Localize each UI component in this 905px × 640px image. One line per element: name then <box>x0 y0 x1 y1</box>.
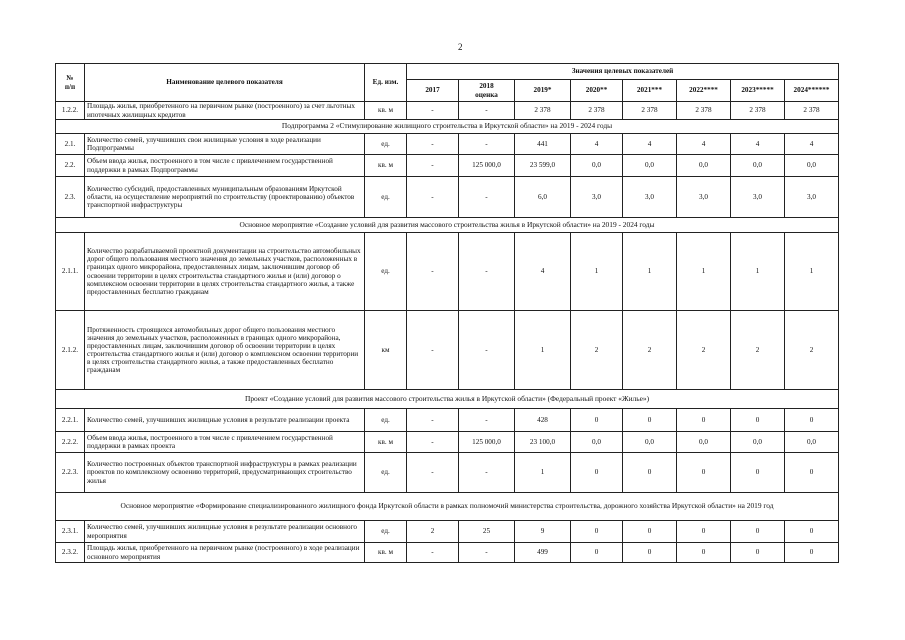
row-value: 0,0 <box>571 432 623 453</box>
row-name: Протяженность строящихся автомобильных дорог общего пользования местного значения до земельных участков, расположенных в границах одного микрорайона, предоставленных лицам, заключившим договор об освоении территории в целях строительства стандартного жилья и (или) договор о комплексном освоении территории в целях строительства стандартного жилья, а также предоставленных бесплатно гражданам <box>85 311 365 390</box>
row-value: - <box>407 155 459 177</box>
row-value: 9 <box>515 521 571 543</box>
row-unit: кв. м <box>365 102 407 120</box>
row-value: 0 <box>571 521 623 543</box>
row-value: 3,0 <box>623 177 677 218</box>
row-value: 0 <box>571 543 623 563</box>
row-value: - <box>407 453 459 493</box>
table-row <box>56 432 839 453</box>
row-value: 0 <box>731 453 785 493</box>
row-value: 4 <box>731 134 785 155</box>
row-value: 0 <box>623 409 677 432</box>
row-value: 1 <box>515 311 571 390</box>
header-num: № п/п <box>56 64 85 102</box>
row-value: 1 <box>623 233 677 311</box>
row-unit: ед. <box>365 233 407 311</box>
row-value: 0 <box>731 543 785 563</box>
row-name: Площадь жилья, приобретенного на первичном рынке (построенного) за счет льготных ипотечных жилищных кредитов <box>85 102 365 120</box>
table-row <box>56 543 839 563</box>
row-unit: кв. м <box>365 543 407 563</box>
row-unit: ед. <box>365 177 407 218</box>
row-num: 2.2.3. <box>56 453 85 493</box>
row-value: 0 <box>623 453 677 493</box>
row-value: 125 000,0 <box>459 432 515 453</box>
section-row <box>56 390 839 409</box>
row-value: 0 <box>571 453 623 493</box>
row-value: - <box>407 311 459 390</box>
table-row <box>56 233 839 311</box>
row-value: 23 100,0 <box>515 432 571 453</box>
header-year: 2020** <box>571 80 623 102</box>
row-value: 2 378 <box>623 102 677 120</box>
row-value: 6,0 <box>515 177 571 218</box>
row-value: 4 <box>623 134 677 155</box>
row-value: 125 000,0 <box>459 155 515 177</box>
row-num: 2.1.1. <box>56 233 85 311</box>
header-year: 2018 оценка <box>459 80 515 102</box>
row-value: 4 <box>515 233 571 311</box>
row-value: 25 <box>459 521 515 543</box>
header-year: 2024****** <box>785 80 839 102</box>
row-value: 4 <box>677 134 731 155</box>
row-value: 0,0 <box>731 432 785 453</box>
page-number: 2 <box>458 42 463 52</box>
row-num: 1.2.2. <box>56 102 85 120</box>
row-unit: ед. <box>365 521 407 543</box>
row-value: 0,0 <box>785 155 839 177</box>
table-row <box>56 177 839 218</box>
target-indicators-table <box>55 63 839 563</box>
row-unit: ед. <box>365 409 407 432</box>
row-name: Количество разрабатываемой проектной документации на строительство автомобильных дорог общего пользования местного значения до земельных участков, расположенных в границах одного микрорайона, предоставленных лицам, заключившим договор об освоении территории в целях строительства стандартного жилья и (или) договор о комплексном освоении территории в целях строительства стандартного жилья, а также предоставленных бесплатно гражданам <box>85 233 365 311</box>
row-value: 0,0 <box>623 155 677 177</box>
header-year: 2022**** <box>677 80 731 102</box>
row-unit: кв. м <box>365 432 407 453</box>
row-value: 0 <box>677 543 731 563</box>
header-name: Наименование целевого показателя <box>85 64 365 102</box>
table-row <box>56 521 839 543</box>
row-num: 2.2.2. <box>56 432 85 453</box>
row-value: 0,0 <box>677 432 731 453</box>
table-row <box>56 155 839 177</box>
row-value: - <box>407 134 459 155</box>
row-value: - <box>459 409 515 432</box>
section-title: Подпрограмма 2 «Стимулирование жилищного строительства в Иркутской области» на 2019 - 2024 годы <box>56 120 839 134</box>
row-value: 4 <box>571 134 623 155</box>
row-value: 0 <box>785 453 839 493</box>
row-value: 3,0 <box>571 177 623 218</box>
row-value: 3,0 <box>731 177 785 218</box>
row-value: - <box>459 233 515 311</box>
row-value: 0 <box>785 543 839 563</box>
row-num: 2.3.1. <box>56 521 85 543</box>
row-value: 1 <box>515 453 571 493</box>
row-value: 0 <box>677 521 731 543</box>
row-value: 0,0 <box>571 155 623 177</box>
row-value: 2 <box>407 521 459 543</box>
row-unit: км <box>365 311 407 390</box>
header-year: 2021*** <box>623 80 677 102</box>
table-row <box>56 102 839 120</box>
row-num: 2.2.1. <box>56 409 85 432</box>
row-num: 2.2. <box>56 155 85 177</box>
row-value: 0 <box>677 453 731 493</box>
table-body <box>56 102 839 563</box>
section-row <box>56 218 839 233</box>
row-value: 3,0 <box>677 177 731 218</box>
row-value: 441 <box>515 134 571 155</box>
row-value: 0 <box>623 521 677 543</box>
row-name: Количество построенных объектов транспортной инфраструктуры в рамках реализации проектов по комплексному освоению территорий, предусматривающих строительство жилья <box>85 453 365 493</box>
row-unit: ед. <box>365 453 407 493</box>
header-year: 2019* <box>515 80 571 102</box>
row-name: Количество семей, улучшивших жилищные условия в результате реализации основного мероприятия <box>85 521 365 543</box>
row-value: 1 <box>571 233 623 311</box>
row-value: 0,0 <box>785 432 839 453</box>
row-value: - <box>407 432 459 453</box>
header-year: 2023***** <box>731 80 785 102</box>
row-value: - <box>407 177 459 218</box>
row-value: 2 <box>623 311 677 390</box>
row-num: 2.3.2. <box>56 543 85 563</box>
row-value: 1 <box>785 233 839 311</box>
row-value: 2 378 <box>515 102 571 120</box>
header-unit: Ед. изм. <box>365 64 407 102</box>
row-name: Количество семей, улучшивших жилищные условия в результате реализации проекта <box>85 409 365 432</box>
row-value: 499 <box>515 543 571 563</box>
row-value: 1 <box>731 233 785 311</box>
section-row <box>56 120 839 134</box>
header-year: 2017 <box>407 80 459 102</box>
table-row <box>56 311 839 390</box>
row-value: 2 <box>785 311 839 390</box>
row-value: - <box>407 409 459 432</box>
row-value: 0 <box>731 409 785 432</box>
table-row <box>56 409 839 432</box>
row-name: Количество семей, улучшивших свои жилищные условия в ходе реализации Подпрограммы <box>85 134 365 155</box>
row-value: 2 <box>571 311 623 390</box>
section-title: Проект «Создание условий для развития массового строительства жилья в Иркутской области» (Федеральный проект «Жилье») <box>56 390 839 409</box>
row-value: 0,0 <box>677 155 731 177</box>
section-title: Основное мероприятие «Формирование специализированного жилищного фонда Иркутской области в рамках полномочий министерства строительства, дорожного хозяйства Иркутской области» на 2019 год <box>56 493 839 521</box>
row-value: 428 <box>515 409 571 432</box>
row-value: 0,0 <box>731 155 785 177</box>
row-value: 0 <box>677 409 731 432</box>
row-unit: ед. <box>365 134 407 155</box>
row-num: 2.1. <box>56 134 85 155</box>
section-title: Основное мероприятие «Создание условий для развития массового строительства жилья в Иркутской области» на 2019 - 2024 годы <box>56 218 839 233</box>
row-value: 2 378 <box>677 102 731 120</box>
row-value: 4 <box>785 134 839 155</box>
row-value: 0 <box>623 543 677 563</box>
row-value: - <box>459 311 515 390</box>
row-value: 2 <box>677 311 731 390</box>
row-value: 23 599,0 <box>515 155 571 177</box>
row-value: 0 <box>785 521 839 543</box>
row-value: - <box>459 453 515 493</box>
row-name: Площадь жилья, приобретенного на первичном рынке (построенного) в ходе реализации основного мероприятия <box>85 543 365 563</box>
row-value: 2 378 <box>731 102 785 120</box>
row-value: 2 378 <box>571 102 623 120</box>
table-row <box>56 453 839 493</box>
table-row <box>56 134 839 155</box>
row-value: - <box>407 543 459 563</box>
row-value: - <box>459 134 515 155</box>
row-value: 0 <box>731 521 785 543</box>
row-value: 0,0 <box>623 432 677 453</box>
row-name: Объем ввода жилья, построенного в том числе с привлечением государственной поддержки в рамках проекта <box>85 432 365 453</box>
row-num: 2.3. <box>56 177 85 218</box>
row-value: 3,0 <box>785 177 839 218</box>
row-value: - <box>459 543 515 563</box>
row-value: - <box>459 177 515 218</box>
row-value: 2 <box>731 311 785 390</box>
row-value: - <box>459 102 515 120</box>
row-value: 0 <box>785 409 839 432</box>
row-value: - <box>407 102 459 120</box>
row-value: 1 <box>677 233 731 311</box>
row-value: - <box>407 233 459 311</box>
row-name: Количество субсидий, предоставленных муниципальным образованиям Иркутской области, на осуществление мероприятий по строительству (проектированию) объектов транспортной инфраструктуры <box>85 177 365 218</box>
row-value: 2 378 <box>785 102 839 120</box>
row-value: 0 <box>571 409 623 432</box>
row-name: Объем ввода жилья, построенного в том числе с привлечением государственной поддержки в рамках Подпрограммы <box>85 155 365 177</box>
section-row <box>56 493 839 521</box>
row-num: 2.1.2. <box>56 311 85 390</box>
header-values-title: Значения целевых показателей <box>407 64 839 80</box>
row-unit: кв. м <box>365 155 407 177</box>
